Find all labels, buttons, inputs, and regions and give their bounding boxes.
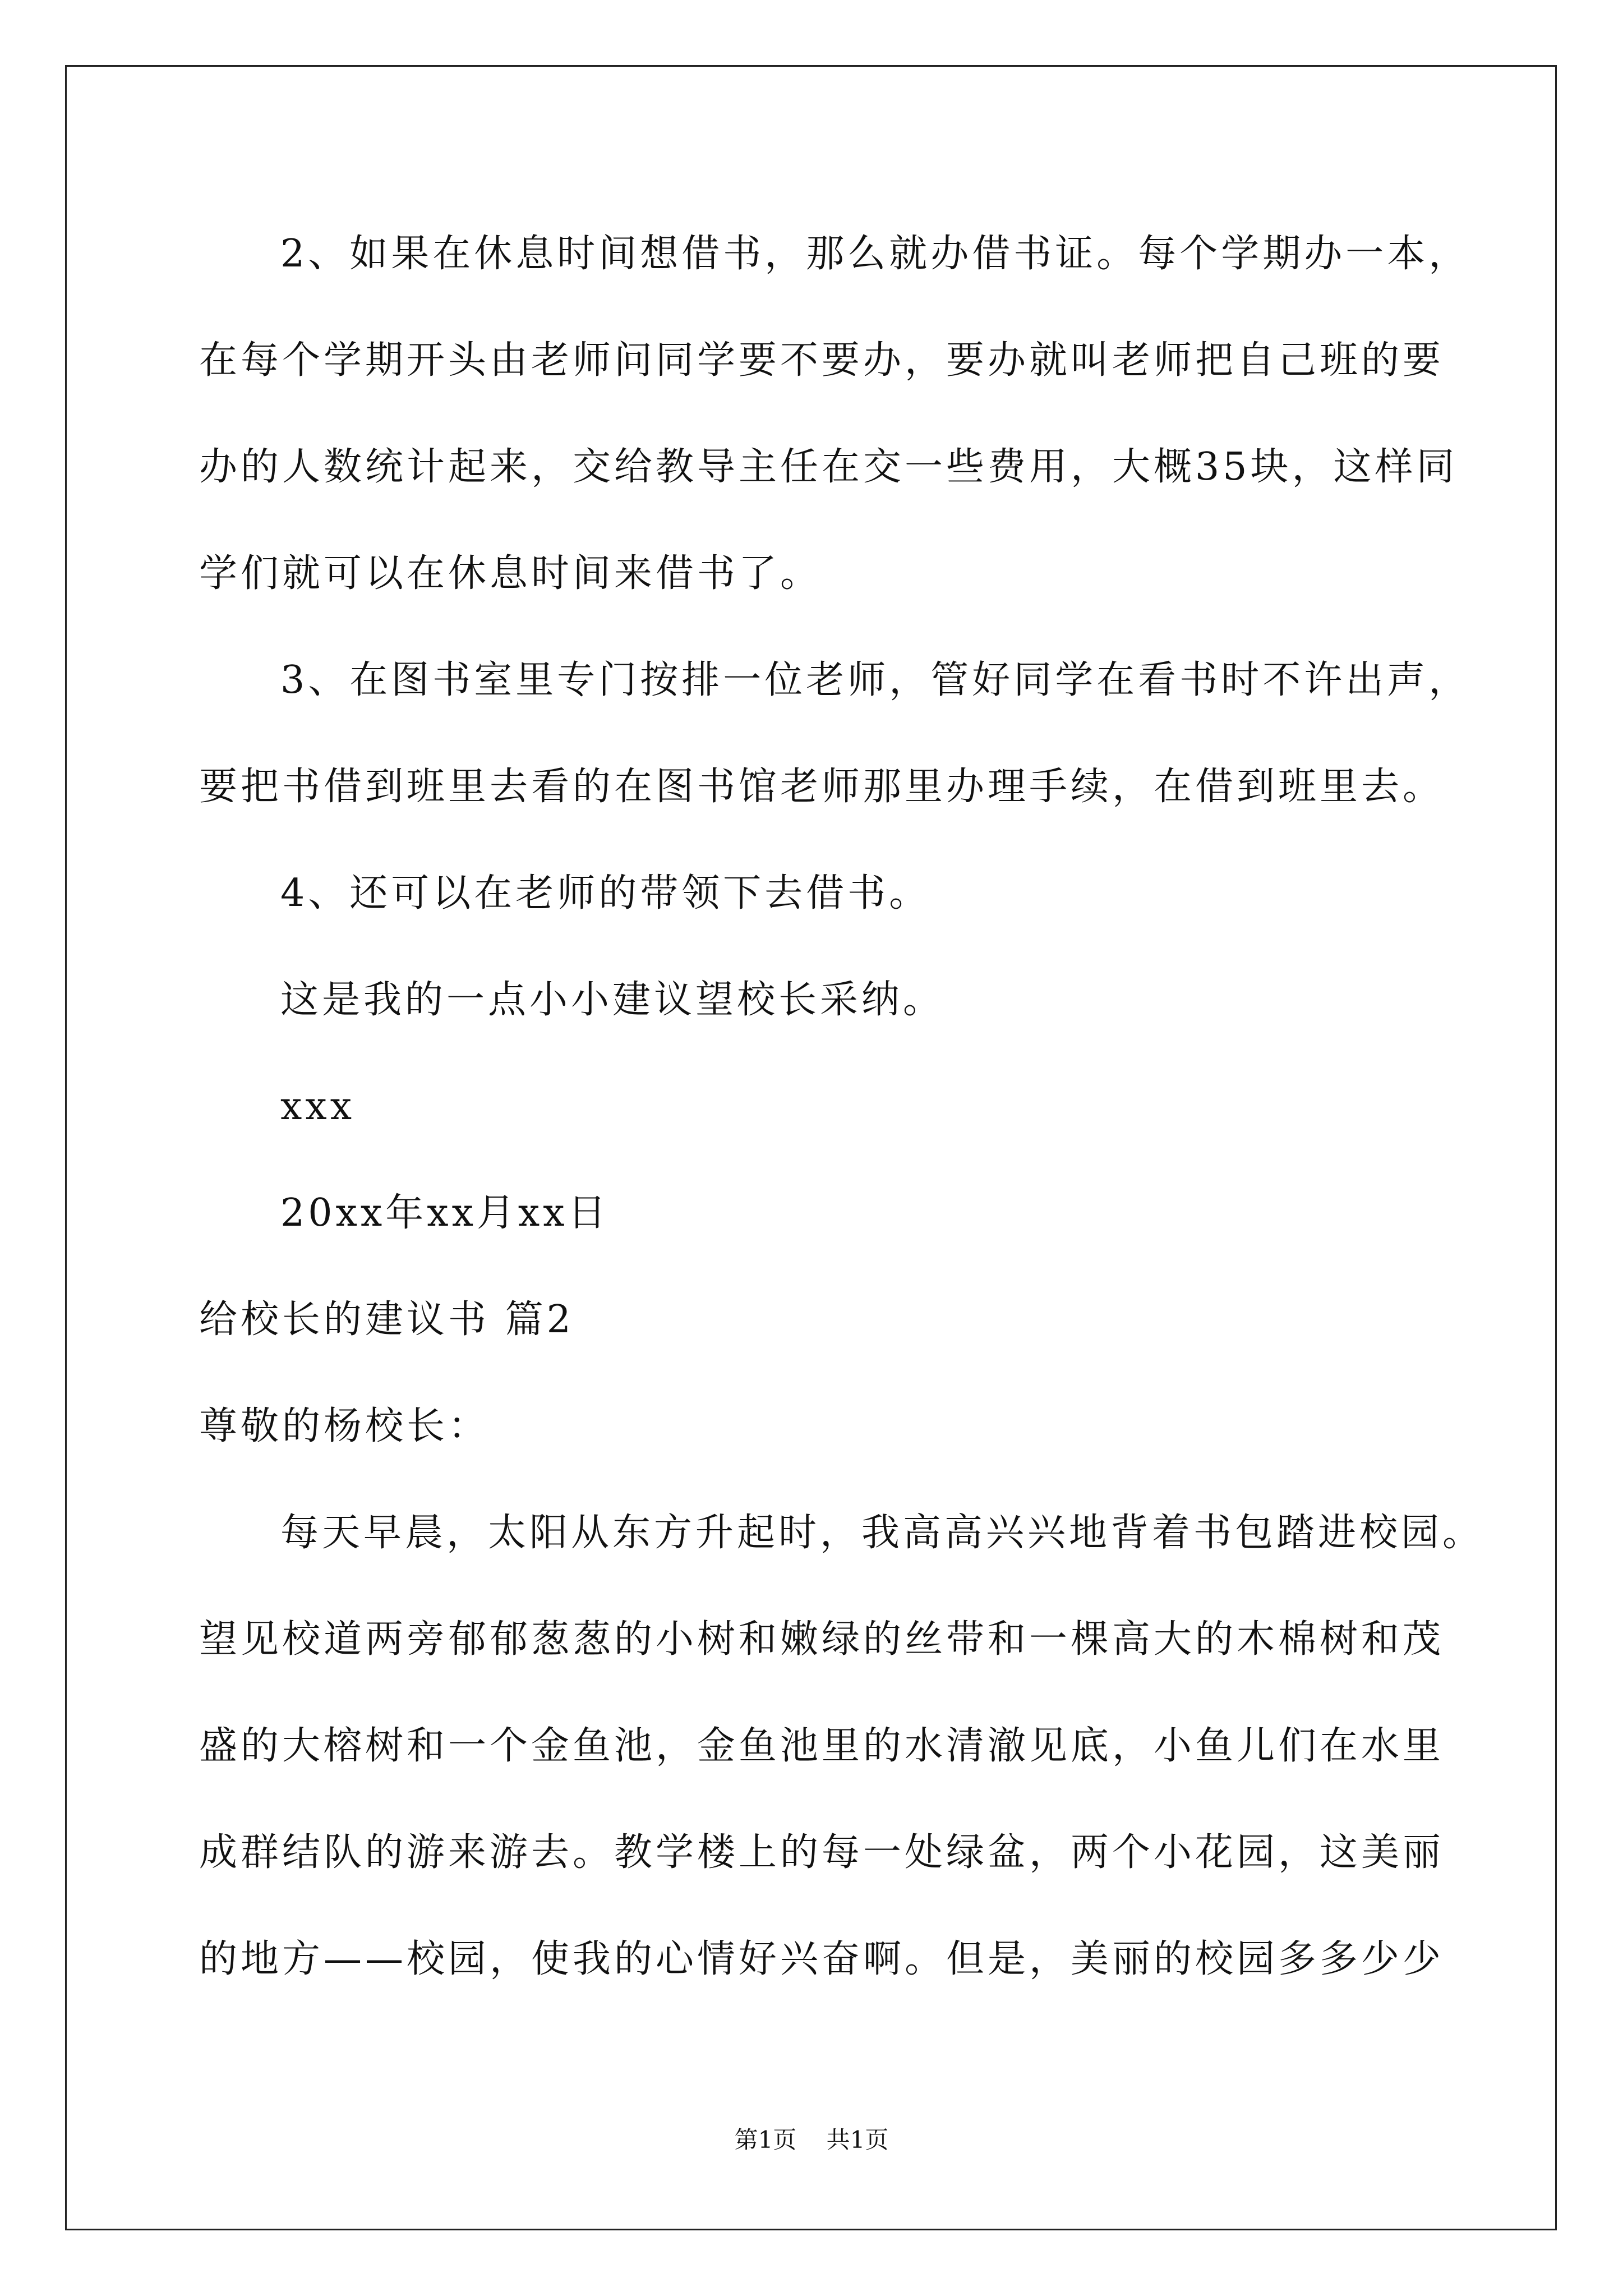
text-line: 在每个学期开头由老师问同学要不要办，要办就叫老师把自己班的要 (199, 338, 1445, 383)
text-line: 这是我的一点小小建议望校长采纳。 (280, 978, 945, 1022)
page-total: 共1页 (826, 2126, 889, 2154)
text-line: 每天早晨，太阳从东方升起时，我高高兴兴地背着书包踏进校园。 (280, 1511, 1484, 1555)
salutation: 尊敬的杨校长： (199, 1404, 490, 1448)
date-line: 20xx年xx月xx日 (280, 1191, 610, 1235)
section-heading: 给校长的建议书 篇2 (199, 1297, 574, 1342)
page-footer (0, 2126, 1623, 2154)
text-line: 的地方——校园，使我的心情好兴奋啊。但是，美丽的校园多多少少 (199, 1937, 1445, 1981)
text-line: xxx (280, 1084, 356, 1129)
text-line: 办的人数统计起来，交给教导主任在交一些费用，大概35块，这样同 (199, 445, 1458, 489)
text-line: 成群结队的游来游去。教学楼上的每一处绿盆，两个小花园，这美丽 (199, 1830, 1445, 1875)
page-border (65, 65, 1557, 2230)
text-line: 4、还可以在老师的带领下去借书。 (280, 871, 931, 915)
text-line: 3、在图书室里专门按排一位老师，管好同学在看书时不许出声， (280, 658, 1470, 702)
text-line: 要把书借到班里去看的在图书馆老师那里办理手续，在借到班里去。 (199, 765, 1445, 809)
text-line: 盛的大榕树和一个金鱼池，金鱼池里的水清澈见底，小鱼儿们在水里 (199, 1724, 1445, 1768)
page-number: 第1页 (734, 2126, 797, 2154)
text-line: 学们就可以在休息时间来借书了。 (199, 551, 822, 596)
text-line: 2、如果在休息时间想借书，那么就办借书证。每个学期办一本， (280, 232, 1470, 276)
text-line: 望见校道两旁郁郁葱葱的小树和嫩绿的丝带和一棵高大的木棉树和茂 (199, 1617, 1445, 1662)
